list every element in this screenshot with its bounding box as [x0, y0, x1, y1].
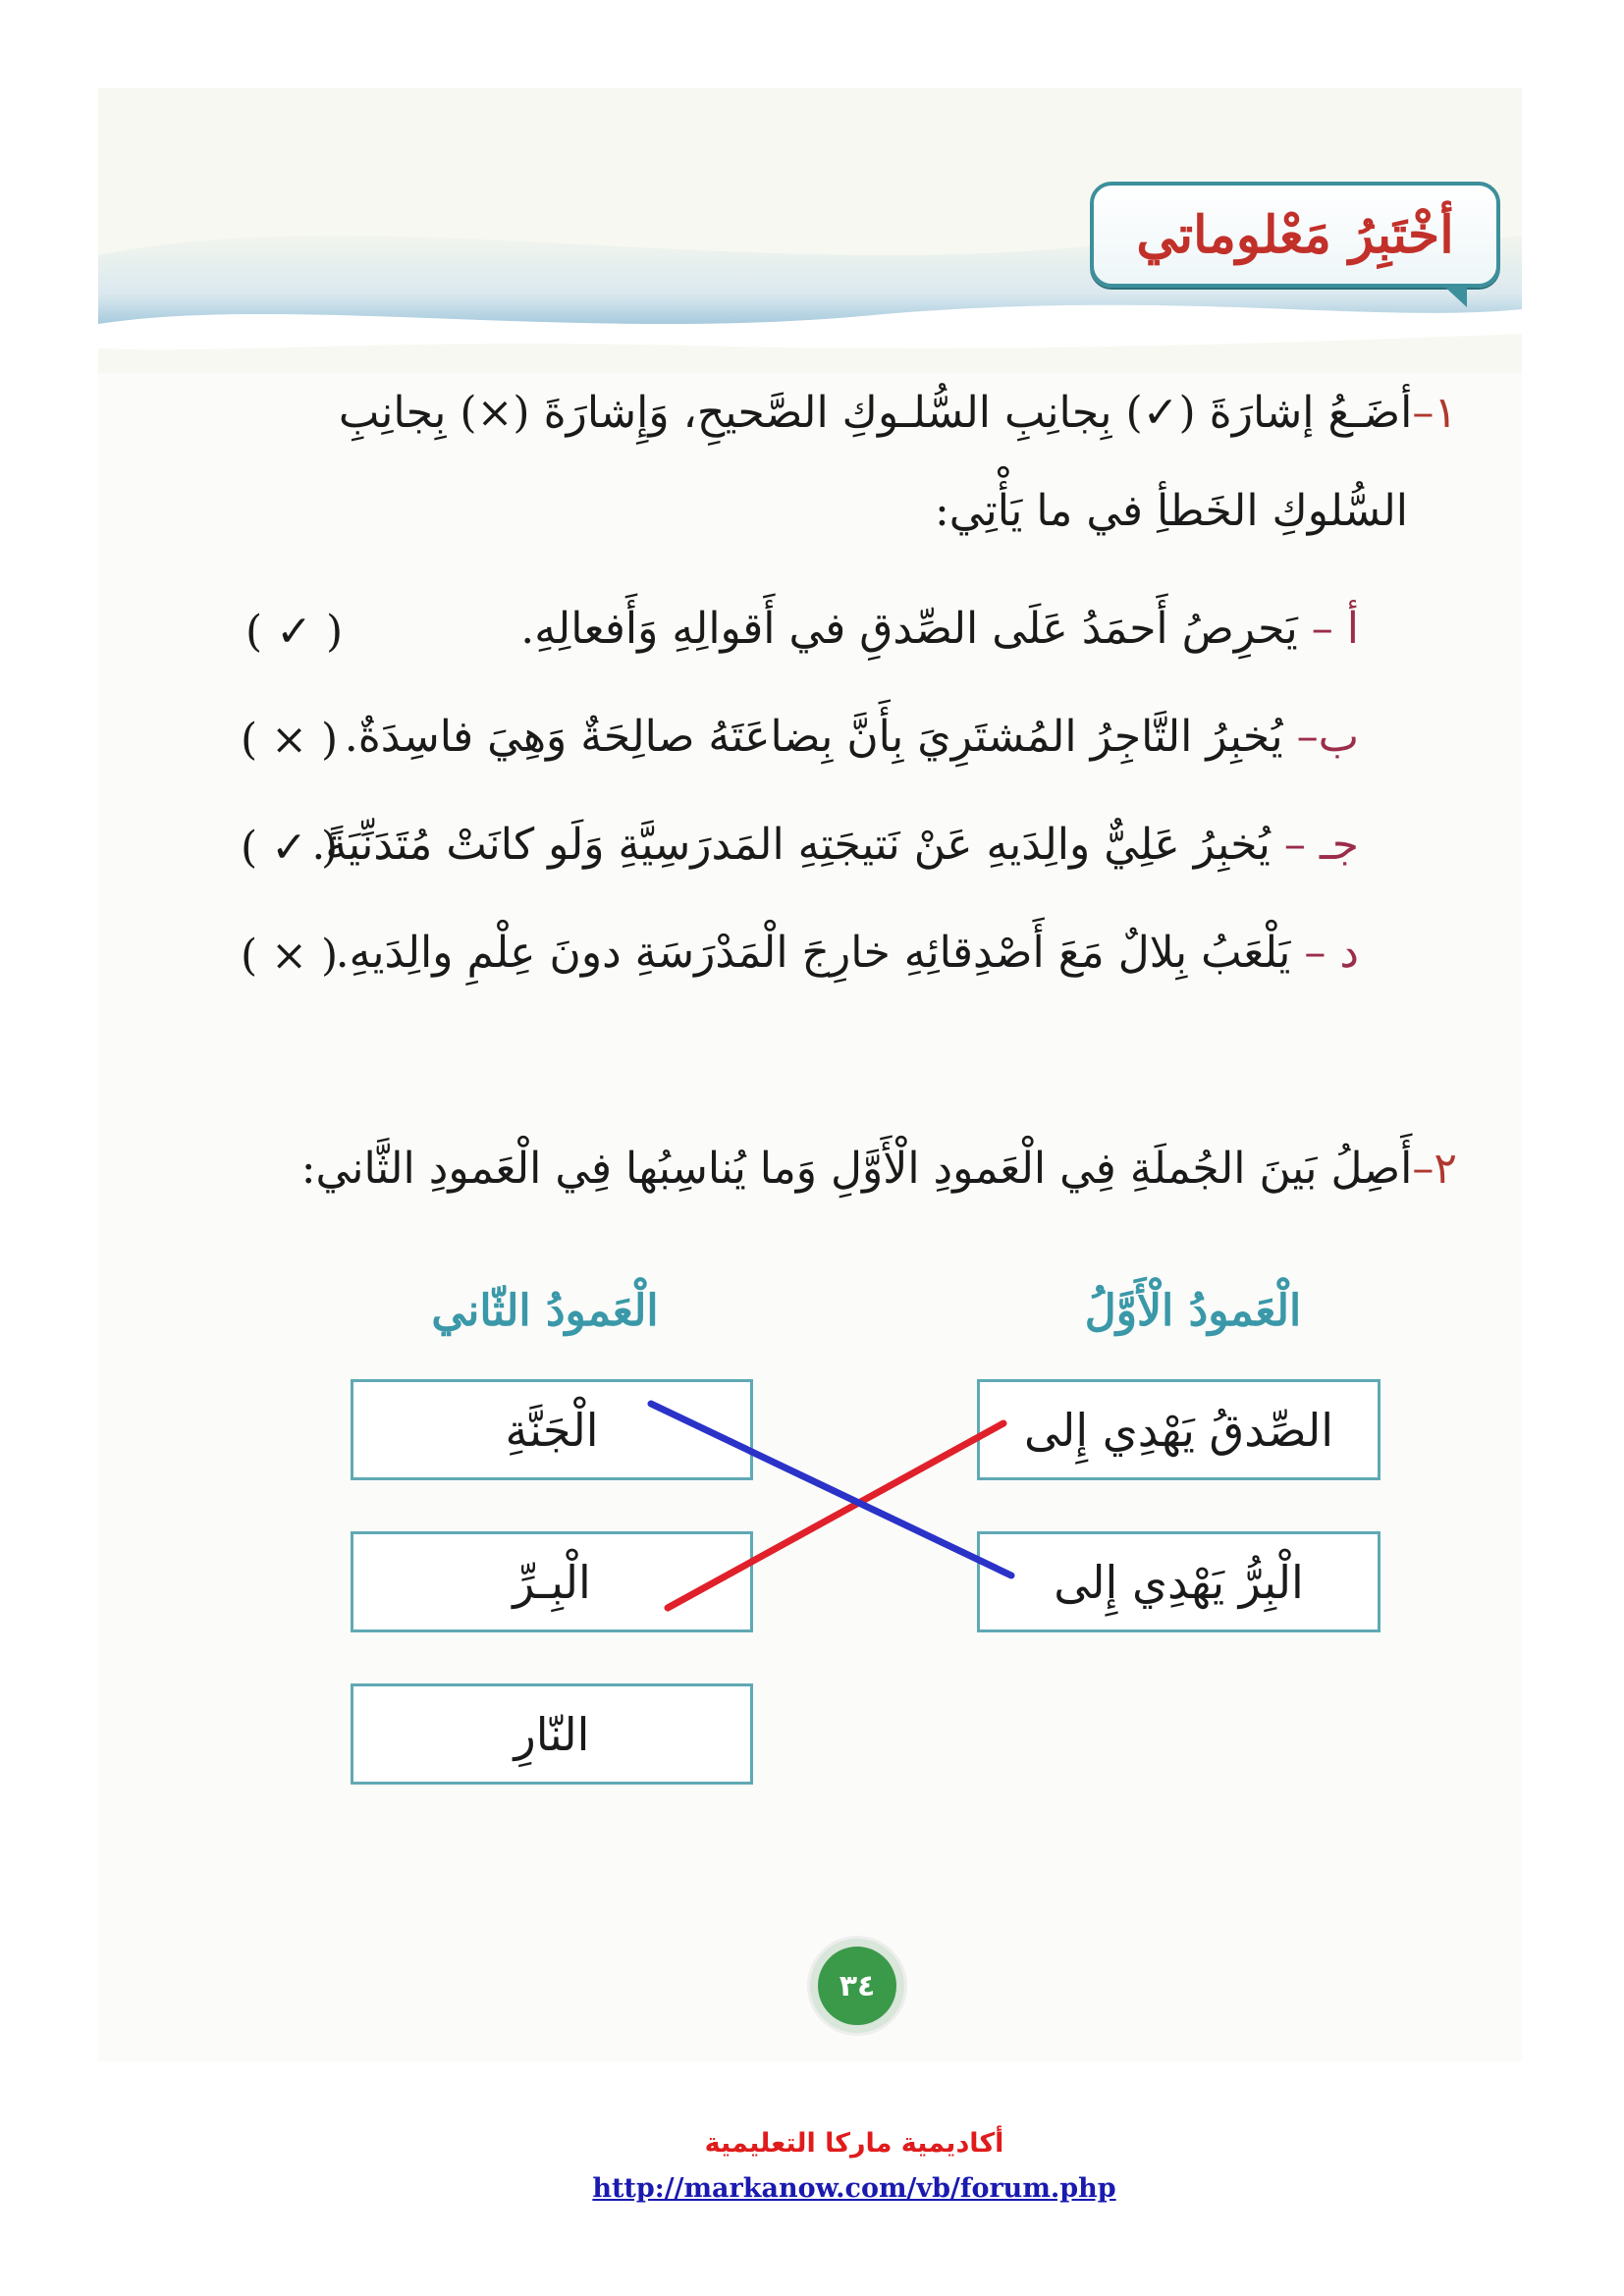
question2-prompt-text: أَصِلُ بَينَ الجُملَةِ فِي الْعَمودِ الْأَوَّلِ وَما يُناسِبُها فِي الْعَمودِ الثَّاني:: [300, 1144, 1413, 1194]
question1-item-c: [311, 820, 1359, 870]
question1-prompt-line2: السُّلوكِ الخَطأِ في ما يَأْتِي:: [934, 486, 1408, 536]
scanned-page-background: [98, 88, 1522, 2061]
column1-box-righteousness[interactable]: الْبِرُّ يَهْدِي إِلى: [977, 1531, 1380, 1632]
answer-mark-d: ( × ): [241, 931, 339, 981]
page-number-badge: ٣٤: [810, 1939, 904, 2033]
item-text: يَحرِصُ أَحمَدُ عَلَى الصِّدقِ في أَقوالِهِ وَأَفعالِهِ.: [520, 604, 1298, 654]
item-letter: جـ –: [1283, 820, 1359, 870]
column2-box-fire[interactable]: النّارِ: [351, 1683, 753, 1785]
item-letter: ب–: [1296, 712, 1359, 762]
item-letter: أ –: [1311, 604, 1359, 654]
item-text: يُخبِرُ عَلِيٌّ والِدَيهِ عَنْ نَتيجَتِهِ المَدرَسِيَّةِ وَلَو كانَتْ مُتَدَنِّيَةً.: [311, 820, 1271, 870]
page-title: أخْتَبِرُ مَعْلوماتي: [1136, 204, 1454, 265]
answer-mark-b: ( × ): [241, 715, 339, 765]
column1-box-truth[interactable]: الصِّدقُ يَهْدِي إِلى: [977, 1379, 1380, 1480]
item-text: يَلْعَبُ بِلالٌ مَعَ أَصْدِقائِهِ خارِجَ الْمَدْرَسَةِ دونَ عِلْمِ والِدَيهِ.: [335, 928, 1291, 978]
question1-item-d: [336, 928, 1359, 978]
column1-header: الْعَمودُ الْأَوَّلُ: [1084, 1286, 1302, 1336]
question1-prompt-line1: [339, 388, 1457, 438]
column2-box-paradise[interactable]: الْجَنَّةِ: [351, 1379, 753, 1480]
question1-prompt-text-1: أضَـعُ إشارَةَ (✓) بِجانِبِ السُّلـوكِ الصَّحيحِ، وَإِشارَةَ (×) بِجانِبِ: [338, 388, 1413, 438]
column2-box-righteousness[interactable]: الْبِـرِّ: [351, 1531, 753, 1632]
question1-item-a: [520, 604, 1359, 654]
title-bubble: [1090, 182, 1500, 288]
answer-mark-c: ( ✓ ): [241, 823, 339, 873]
question2-prompt: [301, 1144, 1457, 1194]
footer-link[interactable]: http://markanow.com/vb/forum.php: [592, 2173, 1116, 2204]
answer-mark-a: ( ✓ ): [245, 607, 344, 657]
footer-publisher: أكاديمية ماركا التعليمية: [704, 2128, 1004, 2159]
question1-item-b: [345, 712, 1359, 762]
question1-number: ١–: [1412, 388, 1457, 438]
item-text: يُخبِرُ التَّاجِرُ المُشتَرِيَ بِأَنَّ بِضاعَتَهُ صالِحَةٌ وَهِيَ فاسِدَةٌ.: [344, 712, 1283, 762]
column2-header: الْعَمودُ الثّاني: [431, 1286, 659, 1336]
item-letter: د –: [1304, 928, 1359, 978]
question2-number: ٢–: [1412, 1144, 1457, 1194]
